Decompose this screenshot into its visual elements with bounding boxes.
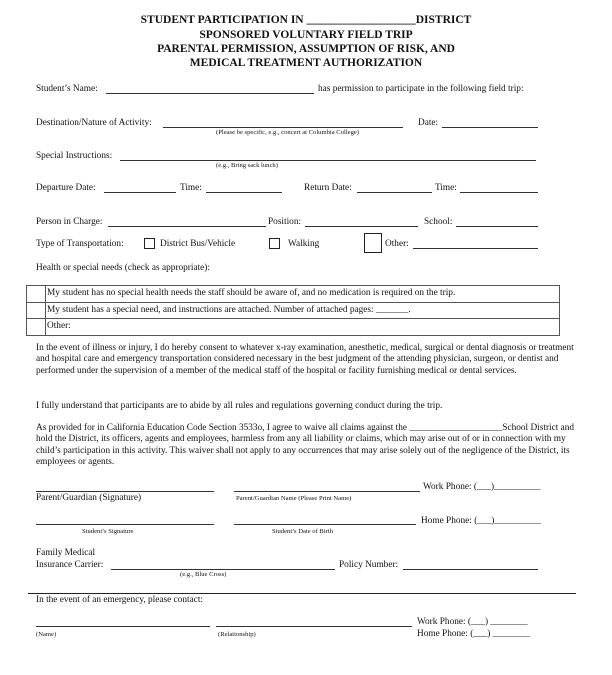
title-part: STUDENT PARTICIPATION IN (140, 14, 304, 26)
return-time-label: Time: (435, 183, 457, 193)
waiver-paragraph: As provided for in California Education Code Section 3533o, I agree to waive all claims against the ____________________School District and hold the District, its officers, agents and employees, harmless from any all liability or claims, which may arise out of or in connection with my child’s participation in this activity. This waiver shall not apply to any occurrences that may arise solely out of the negligence of the District, its employees or agents. (36, 423, 575, 467)
transportation-label: Type of Transportation: (36, 239, 124, 249)
special-instructions-label: Special Instructions: (36, 151, 113, 161)
title-line-1 (0, 13, 612, 28)
school-field[interactable] (456, 226, 538, 227)
health-option-text: My student has a special need, and instructions are attached. Number of attached pages: _______. (47, 304, 411, 315)
position-field[interactable] (305, 226, 418, 227)
special-instructions-hint: (e.g., Bring sack lunch) (216, 162, 278, 169)
insurance-carrier-hint: (e.g., Blue Cross) (180, 571, 227, 578)
bus-checkbox[interactable] (144, 238, 155, 249)
destination-hint: (Please be specific, e.g., concert at Columbia College) (216, 129, 359, 136)
special-instructions-field[interactable] (120, 160, 536, 161)
health-option-checkbox[interactable] (27, 286, 46, 302)
parent-name-field[interactable] (234, 491, 420, 492)
other-transport-checkbox[interactable] (364, 233, 382, 253)
emergency-relationship-field[interactable] (216, 626, 412, 627)
health-option-checkbox[interactable] (27, 303, 46, 319)
emergency-home-phone[interactable]: Home Phone: (___) ________ (417, 629, 530, 639)
emergency-name-label: (Name) (36, 631, 57, 638)
departure-time-label: Time: (180, 183, 202, 193)
health-options-table (26, 285, 560, 336)
date-label: Date: (418, 118, 439, 128)
departure-date-label: Departure Date: (36, 183, 96, 193)
emergency-label: In the event of an emergency, please contact: (36, 595, 204, 605)
other-transport-label: Other: (385, 239, 409, 249)
student-dob-field[interactable] (234, 524, 416, 525)
emergency-relationship-label: (Relationship) (218, 631, 256, 638)
date-field[interactable] (442, 127, 538, 128)
student-name-field[interactable] (106, 93, 314, 94)
parent-work-phone[interactable]: Work Phone: (___)__________ (423, 482, 541, 492)
parent-home-phone[interactable]: Home Phone: (___)__________ (421, 516, 541, 526)
student-signature-field[interactable] (36, 524, 214, 525)
policy-number-field[interactable] (403, 569, 538, 570)
school-label: School: (424, 217, 453, 227)
emergency-work-phone[interactable]: Work Phone: (___) ________ (417, 617, 528, 627)
student-signature-label: Student’s Signature (82, 528, 134, 535)
insurance-carrier-field[interactable] (111, 569, 335, 570)
parent-signature-label: Parent/Guardian (Signature) (36, 493, 142, 503)
policy-number-label: Policy Number: (339, 560, 399, 570)
health-option-text: My student has no special health needs the staff should be aware of, and no medication is required on the trip. (47, 288, 456, 298)
health-option-row (27, 302, 559, 319)
health-option-row (27, 318, 559, 335)
student-dob-label: Student’s Date of Birth (272, 528, 333, 535)
student-name-suffix: has permission to participate in the following field trip: (318, 84, 524, 94)
title-line-3: PARENTAL PERMISSION, ASSUMPTION OF RISK, AND (157, 43, 455, 55)
district-blank[interactable]: ___________________ (306, 14, 416, 26)
person-in-charge-field[interactable] (108, 226, 266, 227)
rules-paragraph: I fully understand that participants are to abide by all rules and regulations governing conduct during the trip. (36, 401, 443, 411)
insurance-carrier-label: Insurance Carrier: (36, 560, 104, 570)
title-part: DISTRICT (415, 14, 472, 26)
emergency-name-field[interactable] (36, 626, 210, 627)
departure-date-field[interactable] (104, 192, 176, 193)
parent-name-label: Parent/Guardian Name (Please Print Name) (236, 495, 352, 502)
destination-label: Destination/Nature of Activity: (36, 118, 152, 128)
student-name-label: Student’s Name: (36, 84, 98, 94)
health-option-row (27, 286, 559, 302)
section-divider (28, 593, 576, 594)
title-line-2: SPONSORED VOLUNTARY FIELD TRIP (199, 29, 413, 41)
walking-checkbox[interactable] (269, 238, 280, 249)
family-medical-label: Family Medical (36, 548, 96, 558)
parent-signature-field[interactable] (36, 491, 214, 492)
position-label: Position: (268, 217, 302, 227)
person-in-charge-label: Person in Charge: (36, 217, 103, 227)
walking-option-label: Walking (288, 239, 320, 249)
medical-consent-paragraph: In the event of illness or injury, I do hereby consent to whatever x-ray examination, anesthetic, medical, surgical or dental diagnosis or treatment and hospital care and emergency transportation considered necessary in the best judgment of the attending physician, surgeon, or dentist and performed under the supervision of a member of the medical staff of the hospital or facility furnishing medical or dental services. (36, 343, 574, 376)
departure-time-field[interactable] (206, 192, 282, 193)
health-label: Health or special needs (check as appropriate): (36, 263, 210, 273)
destination-field[interactable] (163, 127, 403, 128)
other-transport-field[interactable] (413, 248, 538, 249)
bus-option-label: District Bus/Vehicle (160, 239, 236, 249)
title-line-4: MEDICAL TREATMENT AUTHORIZATION (189, 57, 423, 69)
return-date-label: Return Date: (304, 183, 352, 193)
health-option-text: Other: (47, 321, 71, 331)
return-date-field[interactable] (357, 192, 432, 193)
health-option-checkbox[interactable] (27, 319, 46, 335)
return-time-field[interactable] (460, 192, 538, 193)
